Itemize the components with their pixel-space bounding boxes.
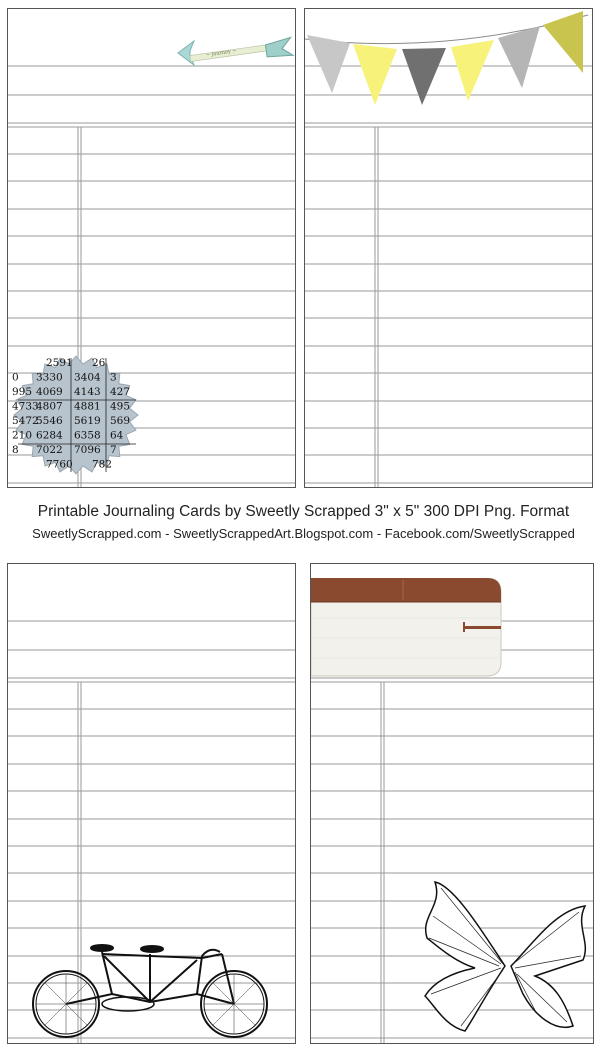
badge-number: 5472 [12, 415, 39, 427]
caption-title: Printable Journaling Cards by Sweetly Scrapped 3" x 5" 300 DPI Png. Format [37, 503, 570, 520]
badge-number: 4143 [74, 386, 101, 398]
badge-number: 4733 [12, 400, 39, 413]
badge-number: 0 [12, 371, 19, 384]
badge-number: 4069 [36, 386, 63, 398]
badge-number: 2591 [46, 357, 73, 369]
badge-number: 6284 [36, 429, 63, 442]
badge-number: 7096 [74, 444, 101, 456]
badge-number: 8 [12, 444, 19, 456]
badge-number: 4807 [36, 400, 63, 413]
badge-number: 782 [92, 458, 113, 471]
badge-number: 4881 [74, 400, 101, 413]
badge-number: 427 [110, 386, 131, 398]
svg-text:~ journey ~: ~ journey ~ [205, 48, 237, 59]
badge-number: 210 [12, 429, 33, 442]
number-badge-image [8, 352, 144, 478]
badge-number: 569 [110, 415, 131, 427]
ledger-tag-image [311, 578, 505, 680]
badge-number: 3 [110, 371, 117, 384]
journaling-card-bicycle [7, 563, 296, 1044]
badge-number: 995 [12, 386, 33, 398]
journaling-card-butterfly [310, 563, 594, 1044]
badge-number: 26 [92, 357, 106, 369]
caption-websites: SweetlyScrapped.com - SweetlyScrappedArt.Blogspot.com - Facebook.com/SweetlyScrapped [32, 526, 575, 541]
badge-number: 3404 [74, 371, 101, 384]
badge-number: 3330 [36, 371, 63, 384]
badge-number: 7760 [46, 458, 73, 471]
butterfly-wings-image [415, 876, 594, 1036]
badge-number: 7 [110, 444, 117, 456]
badge-number: 64 [110, 429, 124, 442]
badge-number: 495 [110, 400, 131, 413]
badge-number: 6358 [74, 429, 101, 442]
badge-number: 5546 [36, 415, 63, 427]
bunting-banner-image [305, 9, 593, 109]
journaling-card-arrow [7, 8, 296, 488]
badge-number: 5619 [74, 415, 101, 427]
badge-number: 7022 [36, 444, 63, 456]
bicycle-built-for-two-image [22, 934, 292, 1039]
journaling-card-bunting [304, 8, 593, 488]
arrow-image [170, 31, 296, 71]
